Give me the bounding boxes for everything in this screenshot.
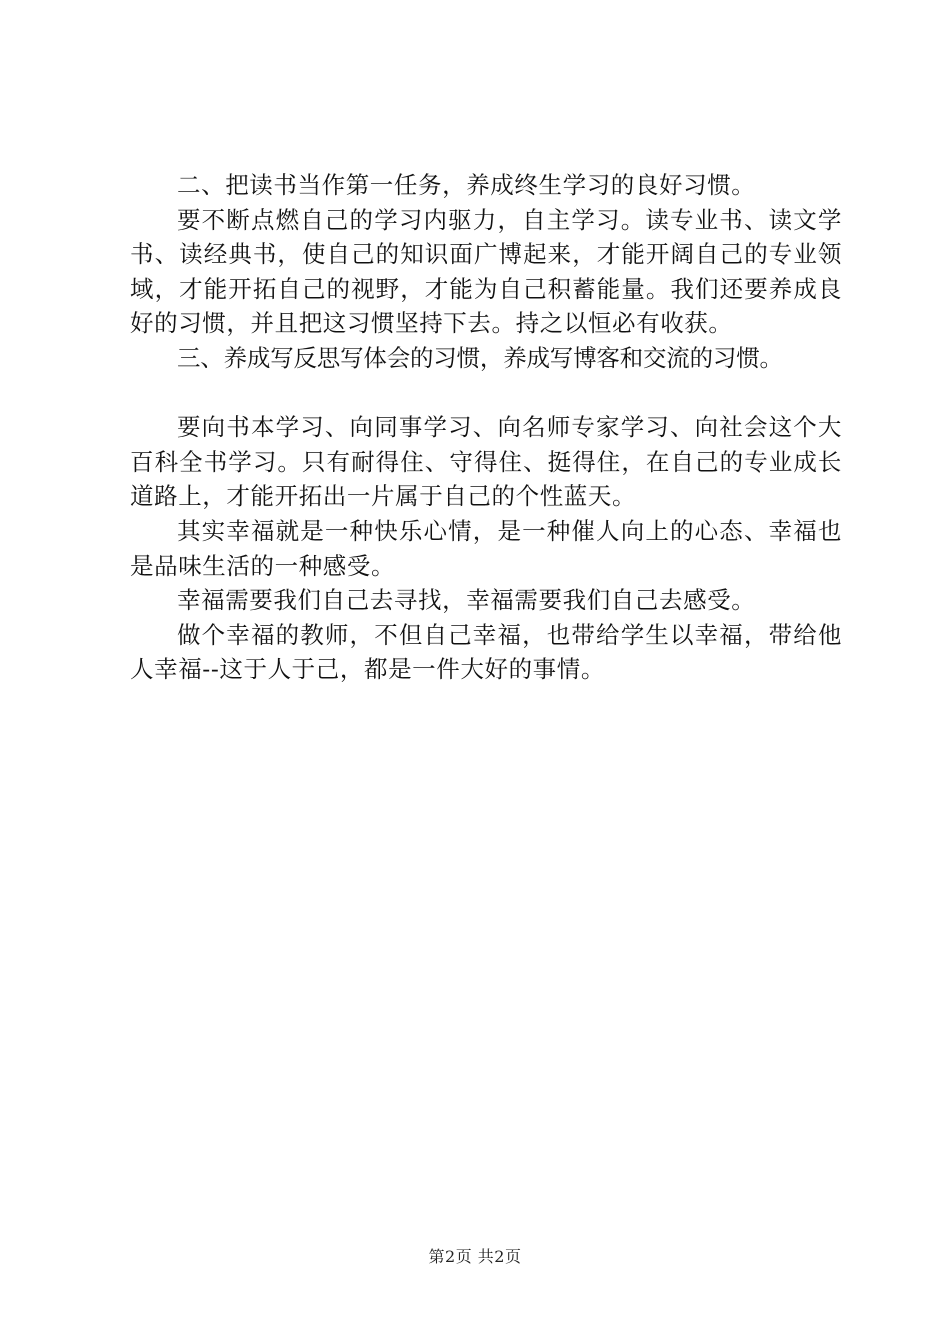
paragraph-happiness: 其实幸福就是一种快乐心情，是一种催人向上的心态、幸福也是品味生活的一种感受。	[130, 516, 842, 580]
paragraph-reading: 要不断点燃自己的学习内驱力，自主学习。读专业书、读文学书、读经典书，使自己的知识面广博起来，才能开阔自己的专业领域，才能开拓自己的视野，才能为自己积蓄能量。我们还要养成良好的习惯，并且把这习惯坚持下去。持之以恒必有收获。	[130, 205, 842, 338]
paragraph-seek-happiness: 幸福需要我们自己去寻找，幸福需要我们自己去感受。	[177, 586, 756, 615]
document-body	[130, 168, 842, 687]
paragraph-heading-3: 三、养成写反思写体会的习惯，养成写博客和交流的习惯。	[177, 343, 783, 372]
paragraph-happy-teacher: 做个幸福的教师，不但自己幸福，也带给学生以幸福，带给他人幸福--这于人于己，都是一件大好的事情。	[130, 620, 842, 684]
paragraph-heading-2: 二、把读书当作第一任务，养成终生学习的良好习惯。	[177, 171, 756, 199]
paragraph-learning: 要向书本学习、向同事学习、向名师专家学习、向社会这个大百科全书学习。只有耐得住、守得住、挺得住，在自己的专业成长道路上，才能开拓出一片属于自己的个性蓝天。	[130, 413, 842, 511]
page-footer: 第2页 共2页	[428, 1247, 522, 1266]
